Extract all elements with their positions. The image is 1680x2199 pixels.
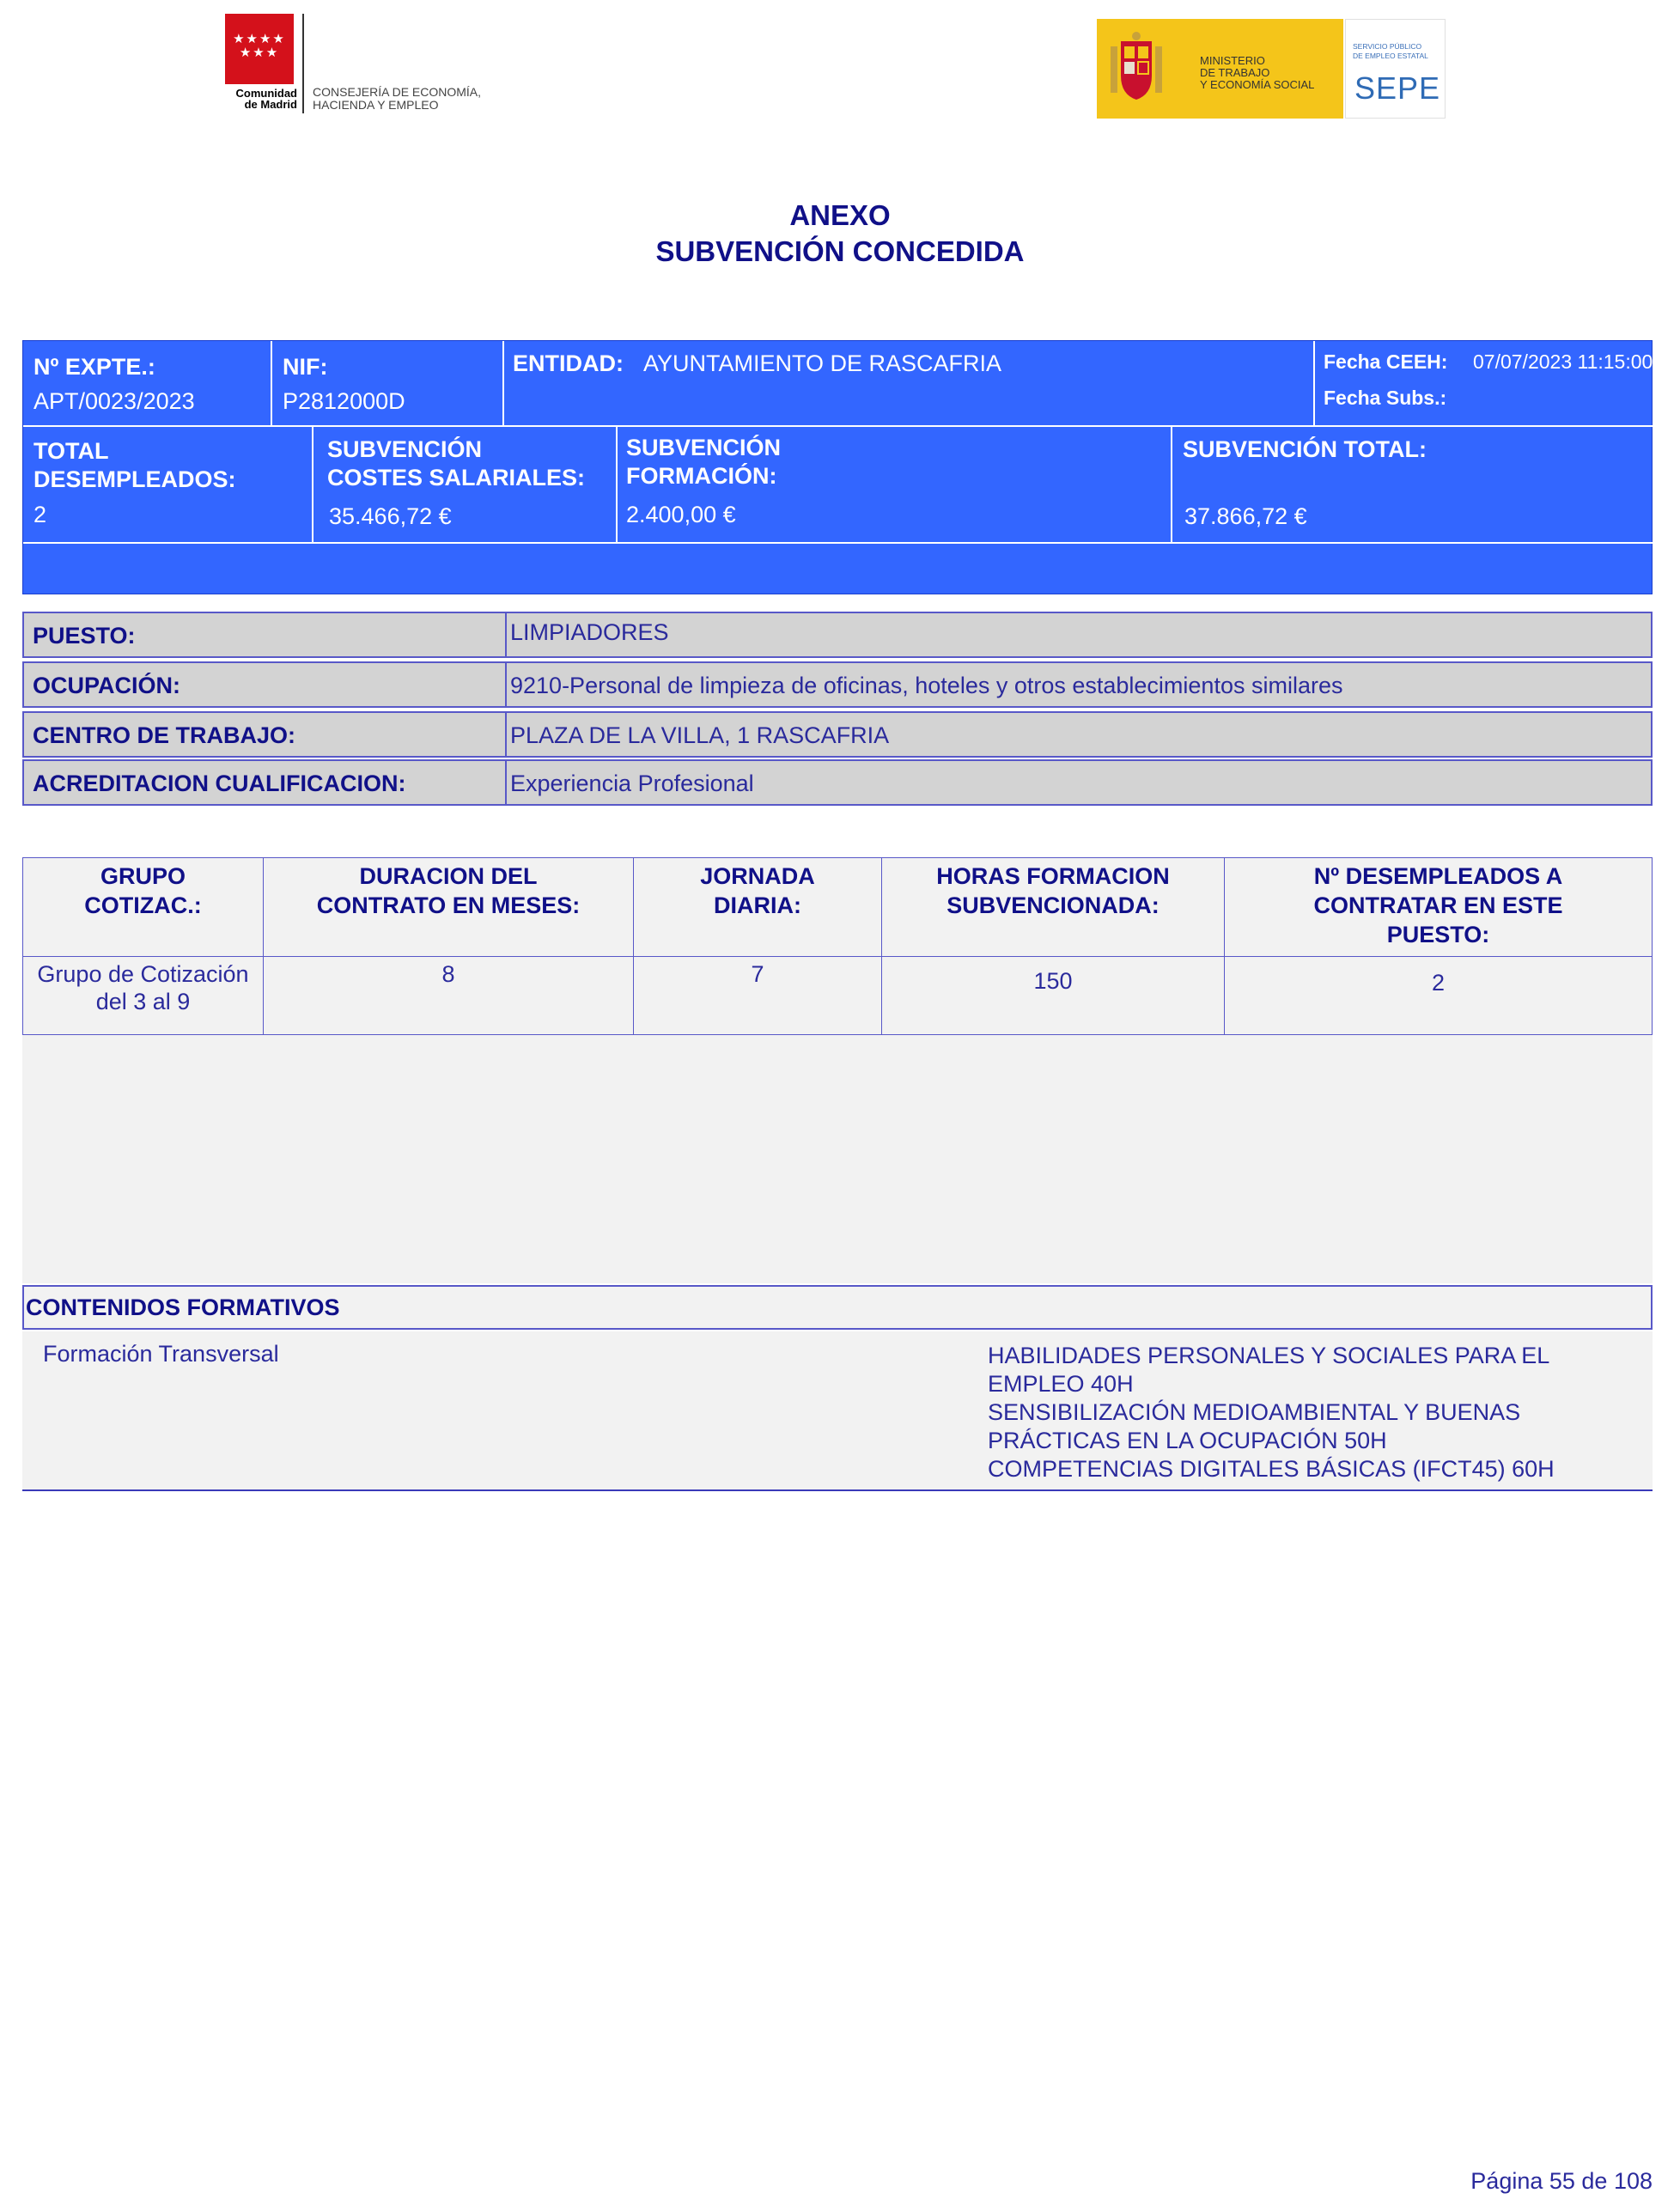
num-desempleados-header: Nº DESEMPLEADOS A CONTRATAR EN ESTE PUESTO:: [1224, 857, 1653, 957]
grupo-cotizacion-header: GRUPO COTIZAC.:: [22, 857, 264, 957]
fechas-cell: [1315, 341, 1653, 427]
nif-value: P2812000D: [283, 388, 405, 414]
row-divider: [505, 613, 507, 658]
entidad-cell: [504, 341, 1315, 427]
nif-label: NIF:: [283, 354, 328, 380]
contract-table: [22, 857, 1653, 1283]
subvencion-total-value: 37.866,72 €: [1184, 503, 1307, 529]
formacion-value: 2.400,00 €: [626, 502, 736, 527]
centro-trabajo-value: PLAZA DE LA VILLA, 1 RASCAFRIA: [510, 722, 890, 748]
jornada-diaria-header: JORNADA DIARIA:: [633, 857, 882, 957]
num-desempleados-value: 2: [1224, 956, 1653, 1035]
ocupacion-label: OCUPACIÓN:: [33, 673, 180, 698]
puesto-label: PUESTO:: [33, 623, 136, 649]
horas-formacion-value: 150: [881, 956, 1225, 1035]
subvencion-total-label: SUBVENCIÓN TOTAL:: [1183, 436, 1427, 462]
formacion-label: SUBVENCIÓN FORMACIÓN:: [626, 435, 782, 489]
fecha-ceeh-value: 07/07/2023 11:15:00: [1473, 350, 1653, 373]
subvencion-total-cell: [1172, 427, 1653, 544]
entidad-label: ENTIDAD:: [513, 350, 624, 376]
nif-cell: [272, 341, 504, 427]
acreditacion-label: ACREDITACION CUALIFICACION:: [33, 771, 406, 796]
ministerio-text: MINISTERIO DE TRABAJO Y ECONOMÍA SOCIAL: [1200, 54, 1315, 91]
row-divider: [505, 663, 507, 708]
row-divider: [505, 761, 507, 806]
coat-of-arms-icon: [1109, 31, 1164, 105]
row-divider: [505, 713, 507, 758]
contenidos-header: CONTENIDOS FORMATIVOS: [26, 1294, 340, 1320]
puesto-value: LIMPIADORES: [510, 619, 669, 645]
formacion-cell: [618, 427, 1172, 544]
madrid-logo-text: Comunidad de Madrid: [235, 87, 297, 111]
costes-salariales-value: 35.466,72 €: [329, 503, 452, 529]
madrid-flag-icon: [225, 14, 294, 84]
fecha-subs-label: Fecha Subs.:: [1324, 387, 1447, 409]
expte-value: APT/0023/2023: [33, 388, 195, 414]
jornada-diaria-value: 7: [633, 956, 882, 1035]
page-number: Página 55 de 108: [1470, 2168, 1653, 2194]
logo-divider: [302, 14, 304, 113]
comunidad-madrid-logo: [225, 14, 508, 117]
acreditacion-row: [22, 759, 1653, 806]
sepe-wordmark: SEPE: [1354, 70, 1441, 106]
expte-cell: [23, 341, 272, 427]
duracion-contrato-header: DURACION DEL CONTRATO EN MESES:: [263, 857, 634, 957]
horas-formacion-header: HORAS FORMACION SUBVENCIONADA:: [881, 857, 1225, 957]
ministerio-logo: [1097, 19, 1343, 119]
entidad-value: AYUNTAMIENTO DE RASCAFRIA: [643, 350, 1002, 376]
grupo-cotizacion-value: Grupo de Cotización del 3 al 9: [22, 956, 264, 1035]
ocupacion-value: 9210-Personal de limpieza de oficinas, hoteles y otros establecimientos similares: [510, 673, 1343, 698]
expte-label: Nº EXPTE.:: [33, 354, 155, 380]
contenidos-body: [22, 1331, 1653, 1491]
summary-block: [22, 340, 1653, 594]
document-subtitle: SUBVENCIÓN CONCEDIDA: [655, 235, 1025, 267]
costes-salariales-label: SUBVENCIÓN COSTES SALARIALES:: [327, 436, 586, 490]
consejeria-text: CONSEJERÍA DE ECONOMÍA, HACIENDA Y EMPLEO: [313, 85, 482, 112]
stars-icon: ★★★★ ★★★: [233, 32, 286, 60]
costes-salariales-cell: [313, 427, 618, 544]
acreditacion-value: Experiencia Profesional: [510, 771, 754, 796]
contenidos-list: HABILIDADES PERSONALES Y SOCIALES PARA EL EMPLEO 40H SENSIBILIZACIÓN MEDIOAMBIENTAL Y BUENAS PRÁCTICAS EN LA OCUPACIÓN 50H COMPETENCIAS DIGITALES BÁSICAS (IFCT45) 60H: [988, 1343, 1555, 1482]
centro-trabajo-row: [22, 711, 1653, 758]
tipo-formacion: Formación Transversal: [43, 1341, 279, 1367]
ocupacion-row: [22, 661, 1653, 708]
sepe-subtitle: SERVICIO PÚBLICO DE EMPLEO ESTATAL: [1353, 42, 1428, 60]
centro-trabajo-label: CENTRO DE TRABAJO:: [33, 722, 296, 748]
total-desempleados-value: 2: [33, 502, 47, 527]
sepe-logo: [1345, 19, 1446, 119]
contenidos-header-row: [22, 1285, 1653, 1330]
total-desempleados-label: TOTAL DESEMPLEADOS:: [33, 438, 236, 492]
fecha-ceeh-label: Fecha CEEH:: [1324, 350, 1448, 373]
document-title: ANEXO: [789, 199, 891, 231]
puesto-row: [22, 612, 1653, 658]
duracion-contrato-value: 8: [263, 956, 634, 1035]
total-desempleados-cell: [23, 427, 313, 544]
